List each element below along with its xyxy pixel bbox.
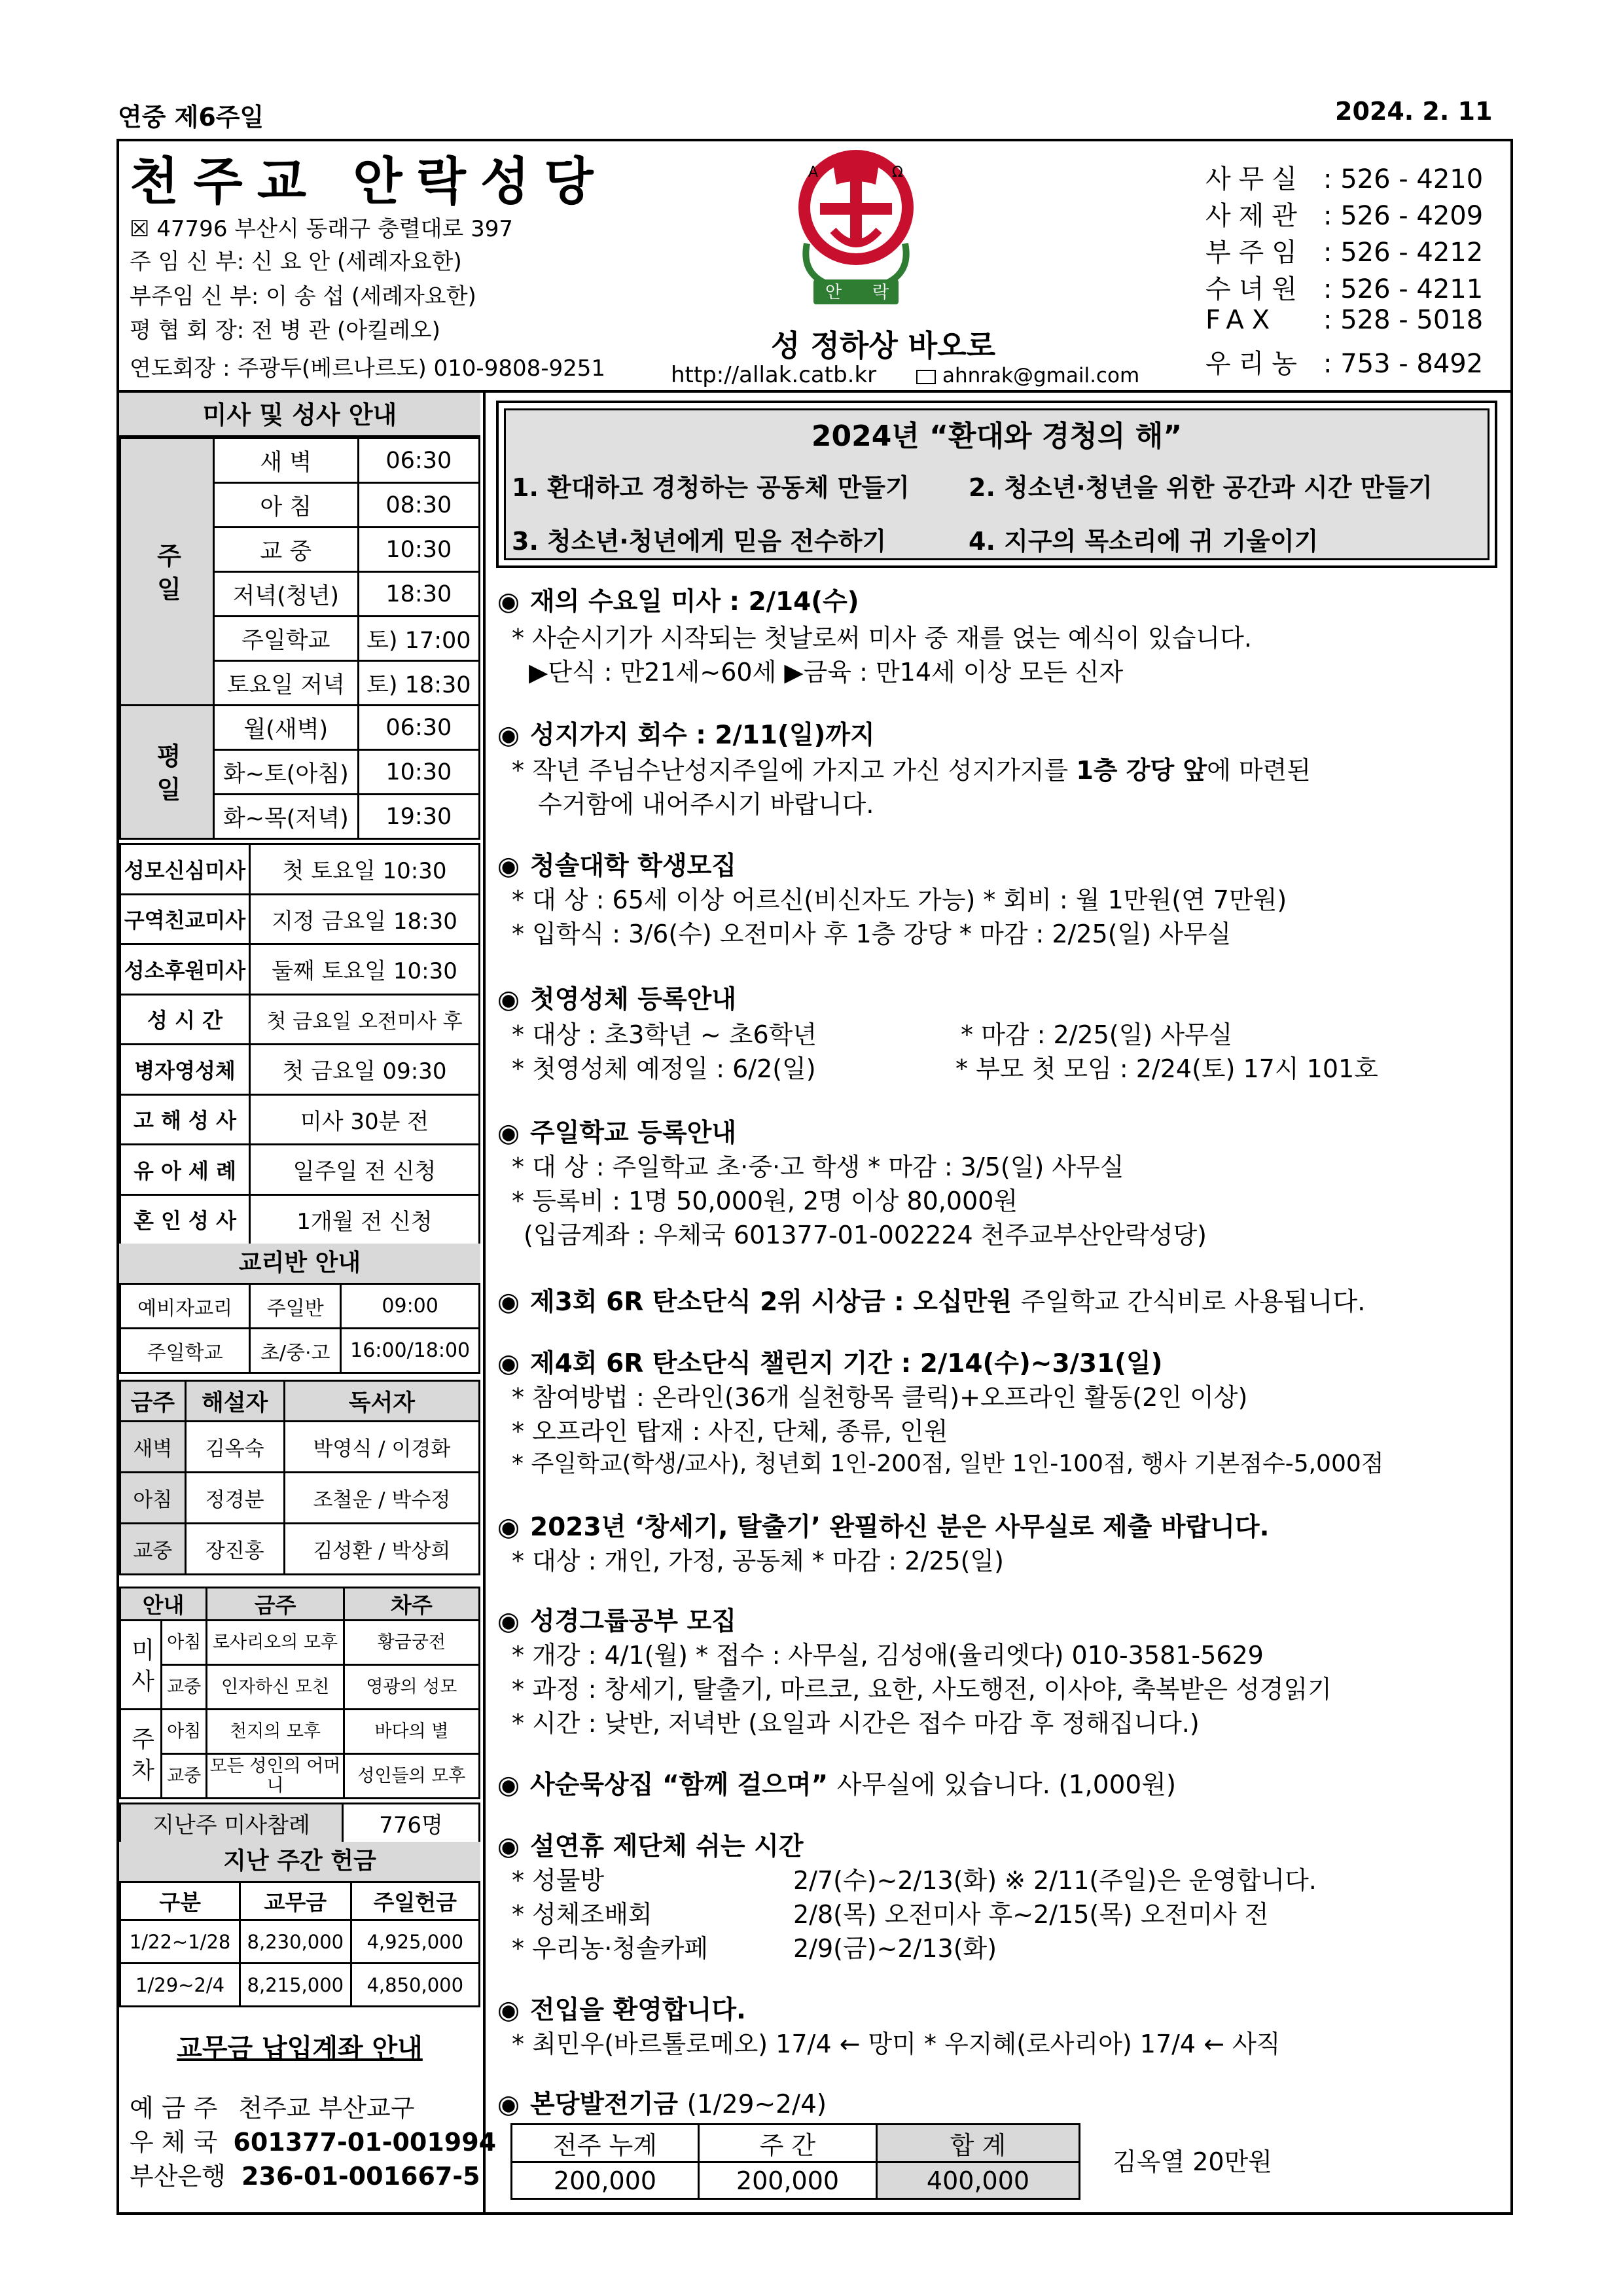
account-value: 천주교 부산교구 [238,2094,415,2123]
closure-period: 2/7(수)~2/13(화) ※ 2/11(주일)은 운영합니다. [793,1866,1317,1895]
parking-time: 아침 [162,1710,207,1754]
bullet-icon: ◉ [497,1513,520,1542]
mass-time: 토) 17:00 [358,617,479,661]
notice-development-fund [497,2084,827,2121]
phone-number: : 526 - 4212 [1323,238,1484,268]
table-row [120,1754,480,1799]
notice-title: 청솔대학 학생모집 [530,852,737,881]
notice-line: 수거함에 내어주시기 바랍니다. [538,790,874,819]
notice-text: 주일학교 간식비로 사용됩니다. [1020,1287,1366,1317]
notice-welcome [497,1990,746,2026]
bullet-icon: ◉ [497,1119,520,1148]
attendance-value: 776명 [342,1804,479,1843]
motto-item: 1. 환대하고 경청하는 공동체 만들기 [512,473,910,502]
notice-line [512,750,1311,786]
service-name: 유 아 세 례 [120,1145,250,1195]
bulletin-date: 2024. 2. 11 [1335,97,1493,126]
table-row [120,1329,480,1373]
parking-this-week: 로사리오의 모후 [207,1621,344,1665]
column-header: 합 계 [877,2125,1080,2162]
phone-label: 사무실 [1205,164,1305,194]
table-row [120,1145,480,1195]
notice-line: * 최민우(바르톨로메오) 17/4 ← 망미 * 우지혜(로사리아) 17/4 ← 사직 [512,2030,1281,2058]
motto-item: 3. 청소년·청년에게 믿음 전수하기 [512,527,887,556]
notice-line: * 대 상 : 주일학교 초·중·고 학생 * 마감 : 3/5(일) 사무실 [512,1153,1124,1181]
column-header: 전주 누계 [512,2125,699,2162]
notice-title: 본당발전기금 [530,2090,679,2119]
notice-line: * 참여방법 : 온라인(36개 실천항목 클릭)+오프라인 활동(2인 이상) [512,1383,1248,1412]
parking-group-label: 주 차 [120,1710,162,1799]
bullet-icon: ◉ [497,1770,520,1800]
column-header: 교무금 [240,1882,351,1920]
special-mass-table [119,843,480,1246]
table-row [120,844,480,895]
mass-name: 아 침 [214,483,359,528]
notice-title: 설연휴 제단체 쉬는 시간 [530,1832,804,1861]
service-time: 첫 금요일 오전미사 후 [250,994,480,1045]
notice-text: * 작년 주님수난성지주일에 가지고 가신 성지가지를 [512,756,1077,785]
table-row [512,2162,1080,2199]
service-name: 고 해 성 사 [120,1094,250,1145]
phone-label: 사제관 [1205,201,1305,231]
column-header: 안내 [120,1588,207,1621]
notice-holiday-closures [497,1826,804,1863]
bullet-icon: ◉ [497,852,520,881]
offering-sunday: 4,850,000 [351,1964,479,2007]
fund-value: 400,000 [877,2162,1080,2199]
table-row [120,1422,480,1473]
service-time: 첫 토요일 10:30 [250,844,480,895]
table-row [120,1621,480,1665]
phone-convent [1205,268,1483,306]
motto-title: 2024년 “환대와 경청의 해” [811,420,1183,453]
phone-number: : 526 - 4211 [1323,274,1484,304]
church-address: ☒ 47796 부산시 동래구 충렬대로 397 [130,216,514,242]
phone-office [1205,158,1483,196]
mass-name: 화~토(아침) [214,750,359,795]
service-time: 둘째 토요일 10:30 [250,944,480,995]
table-row [120,706,480,750]
attendance-table [119,1803,480,1844]
service-time: 1개월 전 신청 [250,1194,480,1245]
notice-line: * 시간 : 낮반, 저녁반 (요일과 시간은 접수 마감 후 정해집니다.) [512,1709,1200,1738]
closure-name: * 성체조배회 [512,1900,652,1929]
mass-schedule-title: 미사 및 성사 안내 [119,393,480,437]
table-row [120,1524,480,1575]
mass-label: 아침 [120,1473,186,1524]
notice-line: * 과정 : 창세기, 탈출기, 마르코, 요한, 사도행전, 이사야, 축복받은 성경읽기 [512,1675,1332,1704]
parking-this-week: 모든 성인의 어머니 [207,1754,344,1799]
notice-title: 주일학교 등록안내 [530,1119,737,1148]
bullet-icon: ◉ [497,1287,520,1317]
motto-item: 4. 지구의 목소리에 귀 기울이기 [969,527,1319,556]
notice-line: * 주일학교(학생/교사), 청년회 1인-200점, 일반 1인-100점, 행사 기본점수-5,000점 [512,1450,1384,1477]
account-value: 236-01-001667-5 [241,2162,480,2191]
closure-period: 2/8(목) 오전미사 후~2/15(목) 오전미사 전 [793,1900,1269,1929]
account-label: 부산은행 [130,2162,226,2191]
notice-text: 에 마련된 [1207,756,1311,785]
offering-title: 지난 주간 헌금 [119,1842,480,1881]
service-time: 지정 금요일 18:30 [250,894,480,944]
service-name: 성모신심미사 [120,844,250,895]
table-header-row [120,1588,480,1621]
notice-bible-study [497,1601,736,1638]
parking-next-week: 바다의 별 [344,1710,479,1754]
fund-donor-note: 김옥열 20만원 [1113,2147,1272,2176]
column-header: 금주 [120,1381,186,1422]
service-name: 성소후원미사 [120,944,250,995]
parking-this-week: 인자하신 모친 [207,1665,344,1710]
parking-time: 아침 [162,1621,207,1665]
phone-urinong [1205,343,1483,380]
column-header: 주 간 [699,2125,877,2162]
mass-time: 18:30 [358,572,479,617]
phone-label: FAX [1205,305,1278,335]
parking-next-week: 영광의 성모 [344,1665,479,1710]
table-row [120,1194,480,1245]
phone-label: 우리농 [1205,349,1305,379]
readers: 김성환 / 박상희 [284,1524,479,1575]
table-row [120,1284,480,1329]
attendance-label: 지난주 미사참례 [120,1804,343,1843]
mass-name: 저녁(청년) [214,572,359,617]
svg-text:Ω: Ω [892,164,903,181]
column-header: 구분 [120,1882,240,1920]
phone-label: 수녀원 [1205,274,1305,304]
table-header-row [120,1381,480,1422]
phone-number: : 753 - 8492 [1323,349,1484,379]
account-value: 601377-01-001994 [233,2128,497,2157]
table-row [120,1920,480,1964]
mass-name: 새 벽 [214,439,359,483]
mass-time: 10:30 [358,528,479,572]
phone-label: 부주임 [1205,238,1305,268]
class-name: 예비자교리 [120,1284,250,1329]
mass-time: 08:30 [358,483,479,528]
table-header-row [120,1882,480,1920]
account-row [130,2156,480,2192]
liturgical-week: 연중 제6주일 [118,103,264,132]
church-name: 천주교 안락성당 [130,152,608,211]
mass-label: 새벽 [120,1422,186,1473]
account-title: 교무금 납입계좌 안내 [177,2034,423,2064]
table-row [120,944,480,995]
notice-line: * 부모 첫 모임 : 2/24(토) 17시 101호 [955,1054,1378,1083]
class-group: 주일반 [250,1284,341,1329]
table-row [120,1710,480,1754]
notice-bible-transcription [497,1507,1269,1543]
notice-title: 성경그룹공부 모집 [530,1607,737,1636]
notice-carbon-challenge [497,1343,1162,1380]
service-name: 구역친교미사 [120,894,250,944]
notice-title: 첫영성체 등록안내 [530,985,737,1014]
notice-line: * 사순시기가 시작되는 첫날로써 미사 중 재를 얹는 예식이 있습니다. [512,624,1252,653]
closure-name: * 성물방 [512,1866,605,1895]
mass-time: 10:30 [358,750,479,795]
class-time: 09:00 [341,1284,480,1329]
notice-text: (1/29~2/4) [687,2090,827,2119]
bullet-icon: ◉ [497,1832,520,1861]
pastor-line: 주 임 신 부: 신 요 안 (세례자요한) [130,249,462,275]
closure-name: * 우리농·청솔카페 [512,1934,709,1963]
column-header: 금주 [207,1588,344,1621]
notice-line: * 마감 : 2/25(일) 사무실 [961,1020,1233,1049]
readers: 조철운 / 박수정 [284,1473,479,1524]
phone-assistant [1205,232,1483,269]
email-text: ahnrak@gmail.com [942,364,1140,387]
mass-time: 19:30 [358,795,479,839]
class-time: 16:00/18:00 [341,1329,480,1373]
notice-line: * 대상 : 초3학년 ~ 초6학년 [512,1020,817,1049]
notice-sunday-school [497,1113,736,1149]
phone-rectory [1205,195,1483,232]
notice-emphasis: 1층 강당 앞 [1076,756,1207,785]
notice-lent-book [497,1765,1176,1801]
account-label: 우 체 국 [130,2128,218,2157]
mass-label: 교중 [120,1524,186,1575]
sunday-label: 주 일 [120,439,214,706]
readers: 박영식 / 이경화 [284,1422,479,1473]
account-row [130,2088,414,2124]
liturgy-duty-table [119,1380,480,1575]
notice-title: 사순묵상집 “함께 걸으며” [530,1770,829,1800]
class-group: 초/중·고 [250,1329,341,1373]
mass-name: 주일학교 [214,617,359,661]
parish-patron: 성 정하상 바오로 [771,328,996,363]
yeondo-line: 연도회장 : 주광두(베르나르도) 010-9808-9251 [130,355,606,382]
bullet-icon: ◉ [497,1349,520,1378]
offering-table [119,1881,480,2007]
parking-duty-table [119,1587,480,1799]
column-header: 차주 [344,1588,479,1621]
parking-time: 교중 [162,1665,207,1710]
table-row [120,439,480,483]
notice-title: 제4회 6R 탄소단식 챌린지 기간 : 2/14(수)~3/31(일) [530,1349,1163,1378]
parking-this-week: 천지의 모후 [207,1710,344,1754]
notice-palm-return [497,715,875,751]
notice-title: 성지가지 회수 : 2/11(일)까지 [530,721,875,750]
notice-ash-wednesday [497,581,859,618]
motto-item: 2. 청소년·청년을 위한 공간과 시간 만들기 [969,473,1433,502]
table-header-row [512,2125,1080,2162]
table-row [120,1473,480,1524]
offering-period: 1/29~2/4 [120,1964,240,2007]
svg-text:락: 락 [872,283,889,302]
notice-title: 재의 수요일 미사 : 2/14(수) [530,587,859,617]
parking-time: 교중 [162,1754,207,1799]
parking-group-label: 미 사 [120,1621,162,1710]
commentator: 정경분 [185,1473,284,1524]
mass-name: 화~목(저녁) [214,795,359,839]
bullet-icon: ◉ [497,721,520,750]
mass-time: 06:30 [358,439,479,483]
notice-line: * 입학식 : 3/6(수) 오전미사 후 1층 강당 * 마감 : 2/25(일) 사무실 [512,920,1232,948]
church-logo [794,145,918,315]
mass-schedule-table [119,437,480,840]
table-row [120,894,480,944]
service-name: 혼 인 성 사 [120,1194,250,1245]
notice-line: * 첫영성체 예정일 : 6/2(일) [512,1054,816,1083]
bullet-icon: ◉ [497,587,520,617]
mass-name: 월(새벽) [214,706,359,750]
closure-period: 2/9(금)~2/13(화) [793,1934,997,1963]
class-name: 주일학교 [120,1329,250,1373]
offering-dues: 8,215,000 [240,1964,351,2007]
commentator: 김옥숙 [185,1422,284,1473]
svg-text:안: 안 [825,283,842,302]
notice-line: * 대상 : 개인, 가정, 공동체 * 마감 : 2/25(일) [512,1547,1004,1575]
commentator: 장진홍 [185,1524,284,1575]
offering-period: 1/22~1/28 [120,1920,240,1964]
bullet-icon: ◉ [497,1607,520,1636]
table-row [120,1665,480,1710]
service-time: 미사 30분 전 [250,1094,480,1145]
notice-line: * 대 상 : 65세 이상 어르신(비신자도 가능) * 회비 : 월 1만원(연 7만원) [512,886,1287,914]
parking-next-week: 성인들의 모후 [344,1754,479,1799]
bullet-icon: ◉ [497,985,520,1014]
mass-time: 06:30 [358,706,479,750]
weekday-label: 평 일 [120,706,214,839]
account-label: 예 금 주 [130,2094,218,2123]
fund-value: 200,000 [699,2162,877,2199]
column-header: 독서자 [284,1381,479,1422]
notice-carbon-prize [497,1282,1366,1318]
offering-sunday: 4,925,000 [351,1920,479,1964]
column-header: 해설자 [185,1381,284,1422]
column-divider [483,390,486,2215]
fund-value: 200,000 [512,2162,699,2199]
service-time: 일주일 전 신청 [250,1145,480,1195]
notice-title: 제3회 6R 탄소단식 2위 시상금 : 오십만원 [530,1287,1012,1317]
notice-title: 2023년 ‘창세기, 탈출기’ 완필하신 분은 사무실로 제출 바랍니다. [530,1513,1270,1542]
notice-first-communion [497,979,736,1016]
table-row [120,994,480,1045]
development-fund-table [510,2123,1080,2200]
account-row [130,2122,496,2158]
offering-dues: 8,230,000 [240,1920,351,1964]
svg-text:A: A [808,164,819,181]
phone-number: : 526 - 4209 [1323,201,1484,231]
phone-fax [1205,305,1483,335]
table-row [120,1094,480,1145]
table-row [120,1964,480,2007]
notice-line: * 개강 : 4/1(월) * 접수 : 사무실, 김성애(율리엣다) 010-3581-5629 [512,1641,1264,1670]
notice-line: ▶단식 : 만21세~60세 ▶금육 : 만14세 이상 모든 신자 [529,658,1124,687]
service-time: 첫 금요일 09:30 [250,1045,480,1095]
council-line: 평 협 회 장: 전 병 관 (아킬레오) [130,317,440,344]
table-row [120,1045,480,1095]
notice-line: * 오프라인 탑재 : 사진, 단체, 종류, 인원 [512,1417,948,1446]
mass-name: 교 중 [214,528,359,572]
mass-time: 토) 18:30 [358,661,479,706]
notice-line: (입금계좌 : 우체국 601377-01-002224 천주교부산안락성당) [524,1221,1207,1249]
mail-icon [916,370,936,384]
table-row [120,1804,480,1843]
doctrine-class-table [119,1283,480,1374]
notice-text: 사무실에 있습니다. (1,000원) [836,1770,1177,1800]
mass-name: 토요일 저녁 [214,661,359,706]
notice-senior-college [497,846,736,882]
service-name: 성 시 간 [120,994,250,1045]
phone-number: : 528 - 5018 [1323,305,1484,335]
email-link[interactable] [916,364,1139,387]
notice-title: 전입을 환영합니다. [530,1996,746,2025]
bullet-icon: ◉ [497,2090,520,2119]
column-header: 주일헌금 [351,1882,479,1920]
website-link[interactable]: http://allak.catb.kr [671,362,877,388]
bullet-icon: ◉ [497,1996,520,2025]
parking-next-week: 황금궁전 [344,1621,479,1665]
doctrine-class-title: 교리반 안내 [119,1244,480,1283]
notice-line: * 등록비 : 1명 50,000원, 2명 이상 80,000원 [512,1187,1018,1215]
service-name: 병자영성체 [120,1045,250,1095]
phone-number: : 526 - 4210 [1323,164,1484,194]
assistant-line: 부주임 신 부: 이 송 섭 (세례자요한) [130,283,476,310]
